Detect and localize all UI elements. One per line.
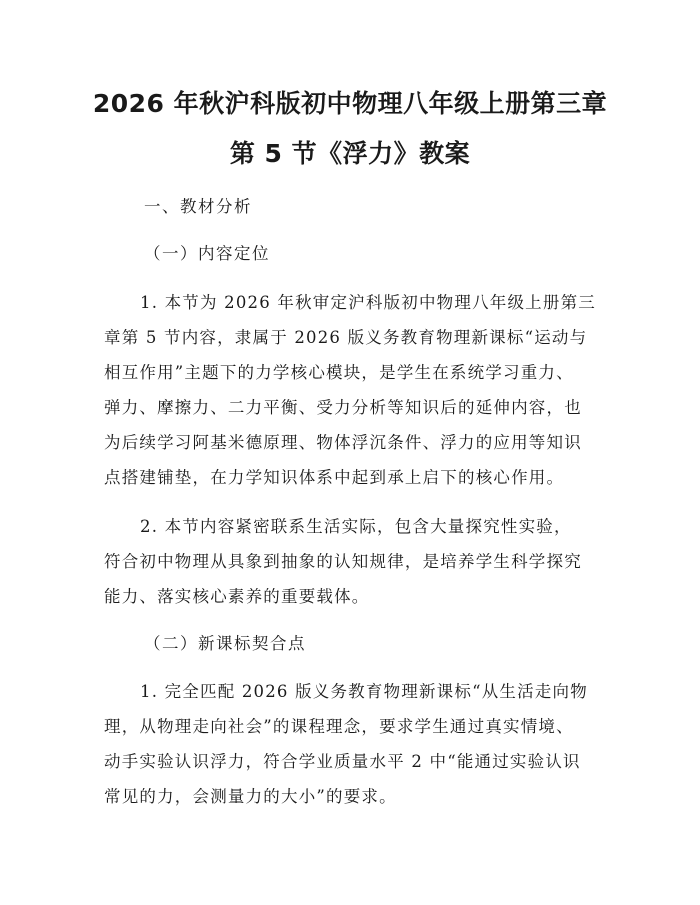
paragraph-content-positioning-1 <box>104 285 604 495</box>
paragraph-line: 理，从物理走向社会”的课程理念，要求学生通过真实情境、 <box>104 717 574 736</box>
subsection-heading-content-positioning: （一）内容定位 <box>144 244 270 263</box>
paragraph-line: 1. 完全匹配 2026 版义务教育物理新课标“从生活走向物 <box>140 682 588 701</box>
paragraph-line: 符合初中物理从具象到抽象的认知规律，是培养学生科学探究 <box>104 552 582 571</box>
section-heading-textbook-analysis: 一、教材分析 <box>144 197 252 216</box>
paragraph-content-positioning-2 <box>104 509 604 614</box>
paragraph-line: 弹力、摩擦力、二力平衡、受力分析等知识后的延伸内容，也 <box>104 398 582 417</box>
paragraph-line: 点搭建铺垫，在力学知识体系中起到承上启下的核心作用。 <box>104 468 565 487</box>
paragraph-line: 章第 5 节内容，隶属于 2026 版义务教育物理新课标“运动与 <box>104 328 588 347</box>
document-title-line-1: 2026 年秋沪科版初中物理八年级上册第三章 <box>92 89 608 118</box>
paragraph-line: 2. 本节内容紧密联系生活实际，包含大量探究性实验， <box>140 517 572 536</box>
paragraph-line: 能力、落实核心素养的重要载体。 <box>104 587 370 606</box>
paragraph-line: 常见的力，会测量力的大小”的要求。 <box>104 787 397 806</box>
paragraph-line: 为后续学习阿基米德原理、物体浮沉条件、浮力的应用等知识 <box>104 433 582 452</box>
document-title-line-2: 第 5 节《浮力》教案 <box>229 139 471 168</box>
subsection-heading-curriculum-alignment: （二）新课标契合点 <box>144 634 306 653</box>
paragraph-line: 相互作用”主题下的力学核心模块，是学生在系统学习重力、 <box>104 363 574 382</box>
paragraph-line: 动手实验认识浮力，符合学业质量水平 2 中“能通过实验认识 <box>104 752 581 771</box>
paragraph-curriculum-alignment-1 <box>104 674 604 814</box>
paragraph-line: 1. 本节为 2026 年秋审定沪科版初中物理八年级上册第三 <box>140 293 596 312</box>
